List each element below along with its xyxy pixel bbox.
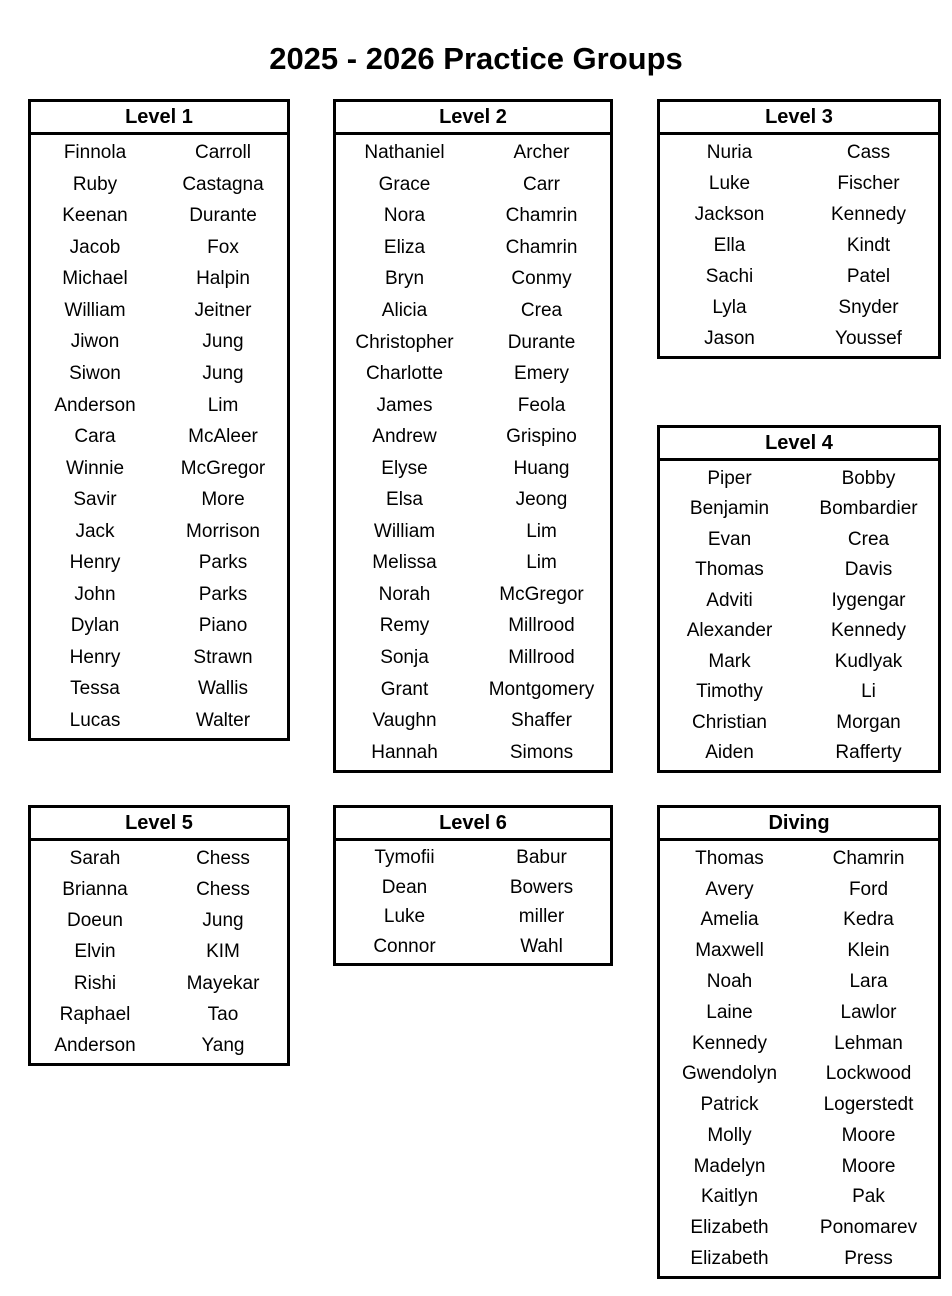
member-first-name: Aiden <box>705 742 754 764</box>
group-box-level-2 <box>333 99 613 773</box>
group-members-level-4 <box>660 461 938 770</box>
group-title-level-2: Level 2 <box>336 102 610 135</box>
member-last-name: Cass <box>846 142 891 163</box>
member-last-name: Patel <box>846 266 891 287</box>
member-last-name: Iygengar <box>831 589 906 611</box>
member-first-name: Doeun <box>67 910 123 932</box>
member-row <box>336 873 610 903</box>
member-last-name: Bombardier <box>819 498 918 520</box>
member-last-name: Kedra <box>843 909 894 931</box>
group-title-level-6: Level 6 <box>336 808 610 841</box>
member-last-name: Davis <box>844 559 893 581</box>
member-first-name: Remy <box>379 615 430 637</box>
member-last-name: Piano <box>198 615 248 637</box>
member-first-name: Gwendolyn <box>681 1063 778 1085</box>
member-first-name: Hannah <box>371 741 438 763</box>
member-last-name: Millrood <box>508 647 575 669</box>
member-last-name: Logerstedt <box>823 1094 914 1116</box>
member-last-name: Morgan <box>836 711 901 733</box>
member-last-name: Jung <box>202 362 244 384</box>
member-last-name: Tao <box>207 1003 239 1025</box>
member-first-name: Amelia <box>700 909 759 931</box>
member-row <box>31 137 287 169</box>
member-row <box>336 295 610 327</box>
member-last-name: Moore <box>841 1155 896 1177</box>
member-first-name: Thomas <box>695 847 764 869</box>
member-last-name: Rafferty <box>835 742 902 764</box>
member-last-name: Halpin <box>196 268 250 290</box>
member-row <box>31 705 287 737</box>
member-last-name: Shaffer <box>511 710 572 732</box>
group-members-level-6 <box>336 841 610 963</box>
member-first-name: Sarah <box>69 848 121 870</box>
member-row <box>31 905 287 936</box>
member-row <box>660 1151 938 1182</box>
member-last-name: Emery <box>514 363 569 385</box>
member-row <box>31 578 287 610</box>
member-row <box>336 169 610 201</box>
member-last-name: Strawn <box>193 646 253 668</box>
group-box-diving <box>657 805 941 1279</box>
member-first-name: William <box>64 299 126 321</box>
member-first-name: Nora <box>383 205 426 227</box>
member-first-name: Grace <box>378 173 431 195</box>
member-last-name: Fox <box>207 236 239 258</box>
member-row <box>336 232 610 264</box>
member-row <box>660 1182 938 1213</box>
group-members-level-5 <box>31 841 287 1063</box>
member-row <box>31 642 287 674</box>
member-row <box>660 707 938 738</box>
member-row <box>31 1030 287 1061</box>
member-last-name: Grispino <box>506 426 577 448</box>
member-first-name: Avery <box>705 878 754 900</box>
member-first-name: Jason <box>704 328 755 349</box>
member-row <box>660 1058 938 1089</box>
member-first-name: Nathaniel <box>364 142 445 164</box>
member-row <box>31 263 287 295</box>
member-first-name: Connor <box>373 935 436 957</box>
member-last-name: Jung <box>202 910 244 932</box>
member-first-name: Eliza <box>383 236 426 258</box>
member-last-name: Durante <box>189 205 257 227</box>
member-last-name: Yang <box>201 1034 245 1056</box>
member-first-name: Elizabeth <box>690 1248 769 1270</box>
member-first-name: James <box>376 394 433 416</box>
member-first-name: John <box>74 583 116 605</box>
member-last-name: Press <box>844 1248 893 1270</box>
member-row <box>31 547 287 579</box>
member-last-name: Millrood <box>508 615 575 637</box>
member-first-name: Ella <box>713 235 746 256</box>
member-last-name: Kindt <box>846 235 891 256</box>
member-first-name: Luke <box>708 173 751 194</box>
member-last-name: Lim <box>526 520 557 542</box>
group-box-level-3 <box>657 99 941 359</box>
member-first-name: Tessa <box>70 678 120 700</box>
member-first-name: Vaughn <box>372 710 437 732</box>
member-first-name: Elizabeth <box>690 1217 769 1239</box>
member-last-name: Chess <box>196 879 250 901</box>
member-last-name: Lockwood <box>825 1063 912 1085</box>
member-row <box>660 168 938 199</box>
member-last-name: Bobby <box>841 467 896 489</box>
member-first-name: Molly <box>707 1124 752 1146</box>
member-first-name: Lyla <box>712 297 747 318</box>
member-last-name: Ford <box>848 878 889 900</box>
member-last-name: More <box>201 489 245 511</box>
member-last-name: Snyder <box>838 297 899 318</box>
member-row <box>336 610 610 642</box>
member-first-name: Finnola <box>63 142 127 164</box>
member-last-name: Crea <box>847 528 890 550</box>
member-row <box>336 736 610 768</box>
member-row <box>660 137 938 168</box>
member-row <box>336 389 610 421</box>
member-first-name: Kennedy <box>691 1032 767 1054</box>
member-last-name: Carroll <box>195 142 251 164</box>
member-row <box>336 452 610 484</box>
member-first-name: Benjamin <box>689 498 770 520</box>
member-first-name: Luke <box>383 906 426 928</box>
member-first-name: Timothy <box>696 681 763 703</box>
member-row <box>660 230 938 261</box>
member-first-name: Nuria <box>706 142 753 163</box>
member-first-name: Anderson <box>54 1034 136 1056</box>
member-row <box>31 484 287 516</box>
member-first-name: Jiwon <box>70 331 120 353</box>
group-members-level-3 <box>660 135 938 356</box>
member-row <box>336 516 610 548</box>
member-row <box>31 936 287 967</box>
member-first-name: Grant <box>380 678 429 700</box>
member-first-name: Mark <box>708 650 751 672</box>
member-last-name: Mayekar <box>186 972 260 994</box>
member-row <box>336 326 610 358</box>
member-first-name: Alexander <box>686 620 773 642</box>
member-row <box>660 1120 938 1151</box>
member-row <box>660 524 938 555</box>
member-row <box>660 585 938 616</box>
member-last-name: Conmy <box>511 268 572 290</box>
member-row <box>660 874 938 905</box>
member-last-name: Chamrin <box>832 847 905 869</box>
group-box-level-6 <box>333 805 613 966</box>
member-last-name: Crea <box>520 300 563 321</box>
member-row <box>336 843 610 873</box>
member-row <box>660 199 938 230</box>
member-row <box>31 169 287 201</box>
group-members-level-1 <box>31 135 287 738</box>
member-last-name: Fischer <box>837 173 900 194</box>
group-members-level-2 <box>336 135 610 770</box>
member-last-name: KIM <box>206 941 240 963</box>
member-row <box>336 137 610 169</box>
member-row <box>660 843 938 874</box>
member-last-name: Feola <box>517 394 566 416</box>
member-last-name: Babur <box>516 847 567 869</box>
member-last-name: Simons <box>509 741 574 763</box>
member-row <box>660 935 938 966</box>
member-last-name: Moore <box>841 1124 896 1146</box>
member-first-name: Henry <box>69 646 121 668</box>
member-last-name: Li <box>861 681 876 703</box>
member-row <box>336 705 610 737</box>
member-row <box>660 261 938 292</box>
member-last-name: Durante <box>507 331 576 353</box>
member-last-name: Archer <box>513 142 570 164</box>
member-first-name: Elsa <box>386 489 423 511</box>
member-row <box>660 738 938 769</box>
member-first-name: Henry <box>69 552 121 574</box>
member-last-name: Lehman <box>834 1032 903 1054</box>
member-row <box>31 200 287 232</box>
member-row <box>660 677 938 708</box>
member-row <box>31 515 287 547</box>
member-last-name: Lara <box>849 971 888 993</box>
member-row <box>31 421 287 453</box>
member-last-name: Pak <box>852 1186 885 1208</box>
member-row <box>660 1212 938 1243</box>
member-last-name: Parks <box>198 552 248 574</box>
member-last-name: McAleer <box>188 426 258 448</box>
member-first-name: Christian <box>692 711 767 733</box>
page-title: 2025 - 2026 Practice Groups <box>269 40 683 76</box>
member-row <box>660 555 938 586</box>
member-row <box>336 642 610 674</box>
member-row <box>660 905 938 936</box>
group-members-diving <box>660 841 938 1276</box>
member-row <box>660 1028 938 1059</box>
member-row <box>660 997 938 1028</box>
member-last-name: Jeong <box>515 489 568 511</box>
member-first-name: Siwon <box>69 362 121 384</box>
member-last-name: Kudlyak <box>834 650 903 672</box>
member-last-name: Youssef <box>835 328 902 349</box>
member-row <box>336 902 610 932</box>
member-row <box>660 292 938 323</box>
member-last-name: Lawlor <box>840 1001 897 1023</box>
member-row <box>660 463 938 494</box>
member-row <box>336 932 610 962</box>
member-last-name: Castagna <box>182 173 264 195</box>
member-last-name: Jeitner <box>194 299 252 321</box>
group-title-level-5: Level 5 <box>31 808 287 841</box>
member-last-name: miller <box>518 906 565 928</box>
member-last-name: Jung <box>202 331 244 353</box>
member-row <box>336 358 610 390</box>
member-first-name: Raphael <box>59 1003 131 1025</box>
member-row <box>660 646 938 677</box>
member-last-name: Huang <box>513 457 570 479</box>
group-box-level-1 <box>28 99 290 741</box>
member-first-name: Maxwell <box>695 940 764 962</box>
group-title-diving: Diving <box>660 808 938 841</box>
member-last-name: McGregor <box>180 457 266 479</box>
member-first-name: Brianna <box>62 879 128 901</box>
member-first-name: Christopher <box>355 331 454 353</box>
member-row <box>31 843 287 874</box>
member-row <box>336 673 610 705</box>
member-row <box>336 579 610 611</box>
member-first-name: Rishi <box>73 972 117 994</box>
member-row <box>336 263 610 295</box>
member-first-name: Laine <box>706 1001 753 1023</box>
group-title-level-4: Level 4 <box>660 428 938 461</box>
member-row <box>660 1089 938 1120</box>
member-last-name: Lim <box>207 394 239 416</box>
member-first-name: Dylan <box>70 615 120 637</box>
member-row <box>31 326 287 358</box>
member-last-name: Walter <box>195 709 251 731</box>
member-row <box>31 358 287 390</box>
member-row <box>660 966 938 997</box>
member-first-name: Jackson <box>694 204 765 225</box>
member-first-name: Thomas <box>695 559 764 581</box>
member-last-name: Chamrin <box>505 205 578 227</box>
member-first-name: Madelyn <box>693 1155 766 1177</box>
group-box-level-4 <box>657 425 941 773</box>
member-last-name: Chamrin <box>505 236 578 258</box>
member-last-name: Kennedy <box>830 204 906 225</box>
member-last-name: Carr <box>523 173 560 195</box>
member-first-name: Norah <box>378 583 431 605</box>
member-first-name: Sonja <box>380 647 429 669</box>
member-first-name: Elvin <box>74 941 116 963</box>
group-box-level-5 <box>28 805 290 1066</box>
member-first-name: Sachi <box>705 266 754 287</box>
member-row <box>31 999 287 1030</box>
member-row <box>31 452 287 484</box>
member-last-name: Klein <box>847 940 890 962</box>
member-first-name: Anderson <box>54 394 136 416</box>
member-first-name: Andrew <box>372 426 437 448</box>
member-row <box>660 494 938 525</box>
member-last-name: Chess <box>196 848 250 870</box>
member-first-name: Kaitlyn <box>700 1186 759 1208</box>
member-last-name: Ponomarev <box>819 1217 918 1239</box>
member-first-name: Noah <box>706 971 753 993</box>
member-row <box>336 484 610 516</box>
member-row <box>336 421 610 453</box>
member-last-name: Parks <box>198 583 248 605</box>
member-row <box>31 295 287 327</box>
member-first-name: Evan <box>707 528 752 550</box>
member-row <box>31 874 287 905</box>
member-first-name: Lucas <box>69 709 121 731</box>
member-first-name: Savir <box>73 489 117 511</box>
member-first-name: Jacob <box>69 236 121 258</box>
member-row <box>336 200 610 232</box>
member-last-name: McGregor <box>499 583 584 605</box>
member-first-name: William <box>373 520 436 542</box>
member-row <box>660 1243 938 1274</box>
member-first-name: Bryn <box>384 268 425 290</box>
group-title-level-1: Level 1 <box>31 102 287 135</box>
member-first-name: Jack <box>75 520 115 542</box>
member-last-name: Kennedy <box>830 620 906 642</box>
member-row <box>31 968 287 999</box>
group-title-level-3: Level 3 <box>660 102 938 135</box>
member-first-name: Elyse <box>381 457 428 479</box>
member-first-name: Melissa <box>372 552 437 574</box>
member-row <box>660 616 938 647</box>
member-last-name: Wallis <box>198 678 248 700</box>
member-first-name: Dean <box>381 876 428 898</box>
member-last-name: Bowers <box>509 876 574 898</box>
member-first-name: Keenan <box>62 205 128 227</box>
member-first-name: Winnie <box>65 457 125 479</box>
member-row <box>660 323 938 354</box>
member-first-name: Cara <box>74 426 116 448</box>
member-first-name: Tymofii <box>374 847 435 869</box>
member-row <box>31 610 287 642</box>
member-last-name: Morrison <box>186 520 260 542</box>
member-row <box>31 232 287 264</box>
member-last-name: Lim <box>526 552 557 574</box>
member-row <box>31 389 287 421</box>
member-row <box>31 673 287 705</box>
member-first-name: Charlotte <box>365 363 444 385</box>
member-first-name: Michael <box>62 268 128 290</box>
member-first-name: Ruby <box>72 173 118 195</box>
member-first-name: Piper <box>707 467 752 489</box>
member-last-name: Wahl <box>520 935 563 957</box>
member-first-name: Alicia <box>381 300 428 321</box>
member-first-name: Adviti <box>706 589 753 611</box>
member-row <box>336 547 610 579</box>
member-last-name: Montgomery <box>488 678 595 700</box>
member-first-name: Patrick <box>700 1094 759 1116</box>
